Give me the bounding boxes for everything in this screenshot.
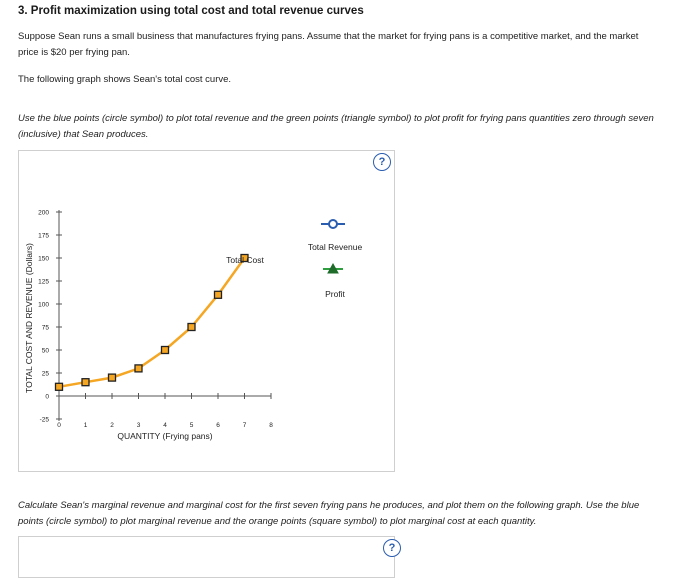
total-cost-point bbox=[215, 291, 222, 298]
graph-intro-text: The following graph shows Sean's total cost curve. bbox=[18, 74, 232, 85]
y-tick-label: 125 bbox=[38, 278, 49, 286]
help-icon[interactable]: ? bbox=[373, 153, 391, 171]
x-tick-label: 7 bbox=[242, 422, 247, 429]
graph-instructions: Use the blue points (circle symbol) to plot total revenue and the green points (triangle symbol) to plot profit for frying pans quantities zero through seven (inclusive) that Sean produces. bbox=[18, 113, 654, 140]
question-heading: 3. Profit maximization using total cost and total revenue curves bbox=[18, 5, 364, 17]
profit-tool[interactable] bbox=[323, 264, 346, 299]
total-cost-label: Total Cost bbox=[226, 255, 264, 265]
total-cost-graph-panel bbox=[18, 150, 395, 472]
x-tick-label: 3 bbox=[136, 422, 141, 429]
total-revenue-circle-icon bbox=[329, 220, 337, 228]
y-tick-label: 150 bbox=[38, 255, 49, 263]
profit-legend-label: Profit bbox=[325, 289, 345, 299]
x-tick-label: 8 bbox=[269, 422, 273, 429]
marginal-instructions: Calculate Sean's marginal revenue and marginal cost for the first seven frying pans he produces, and plot them on the following graph. Use the blue points (circle symbol) to plot marginal revenue and the orange points (square symbol) to plot marginal cost at each quantity. bbox=[18, 500, 640, 527]
y-tick-label: 175 bbox=[38, 232, 49, 240]
total-cost-point bbox=[188, 324, 195, 331]
problem-description: Suppose Sean runs a small business that manufactures frying pans. Assume that the market for frying pans is a competitive market, and the market price is $20 per frying pan. bbox=[18, 31, 639, 58]
y-tick-label: 50 bbox=[41, 347, 49, 355]
y-tick-label: 200 bbox=[38, 209, 49, 217]
help-icon-2[interactable]: ? bbox=[383, 539, 401, 557]
x-axis-label: QUANTITY (Frying pans) bbox=[117, 431, 213, 441]
y-tick-label: 75 bbox=[41, 324, 49, 332]
x-tick-label: 4 bbox=[163, 422, 167, 429]
x-tick-label: 0 bbox=[57, 422, 61, 429]
total-revenue-tool[interactable] bbox=[308, 220, 363, 252]
total-cost-point bbox=[82, 379, 89, 386]
x-tick-label: 2 bbox=[110, 422, 114, 429]
y-axis-label: TOTAL COST AND REVENUE (Dollars) bbox=[24, 243, 34, 393]
y-tick-label: 100 bbox=[38, 301, 49, 309]
total-cost-point bbox=[135, 365, 142, 372]
y-tick-label: 25 bbox=[41, 370, 49, 378]
total-cost-point bbox=[162, 347, 169, 354]
total-cost-line bbox=[59, 258, 245, 387]
y-tick-label: 0 bbox=[45, 393, 49, 401]
total-revenue-legend-label: Total Revenue bbox=[307, 242, 363, 252]
chart-axes bbox=[38, 210, 273, 430]
y-tick-label: -25 bbox=[39, 416, 49, 424]
total-cost-series bbox=[56, 255, 249, 391]
x-tick-label: 1 bbox=[83, 422, 88, 429]
x-tick-label: 5 bbox=[189, 422, 194, 429]
total-cost-point bbox=[56, 383, 63, 390]
x-tick-label: 6 bbox=[216, 422, 220, 429]
total-cost-chart bbox=[19, 151, 394, 471]
marginal-graph-panel bbox=[18, 536, 395, 578]
total-cost-point bbox=[109, 374, 116, 381]
